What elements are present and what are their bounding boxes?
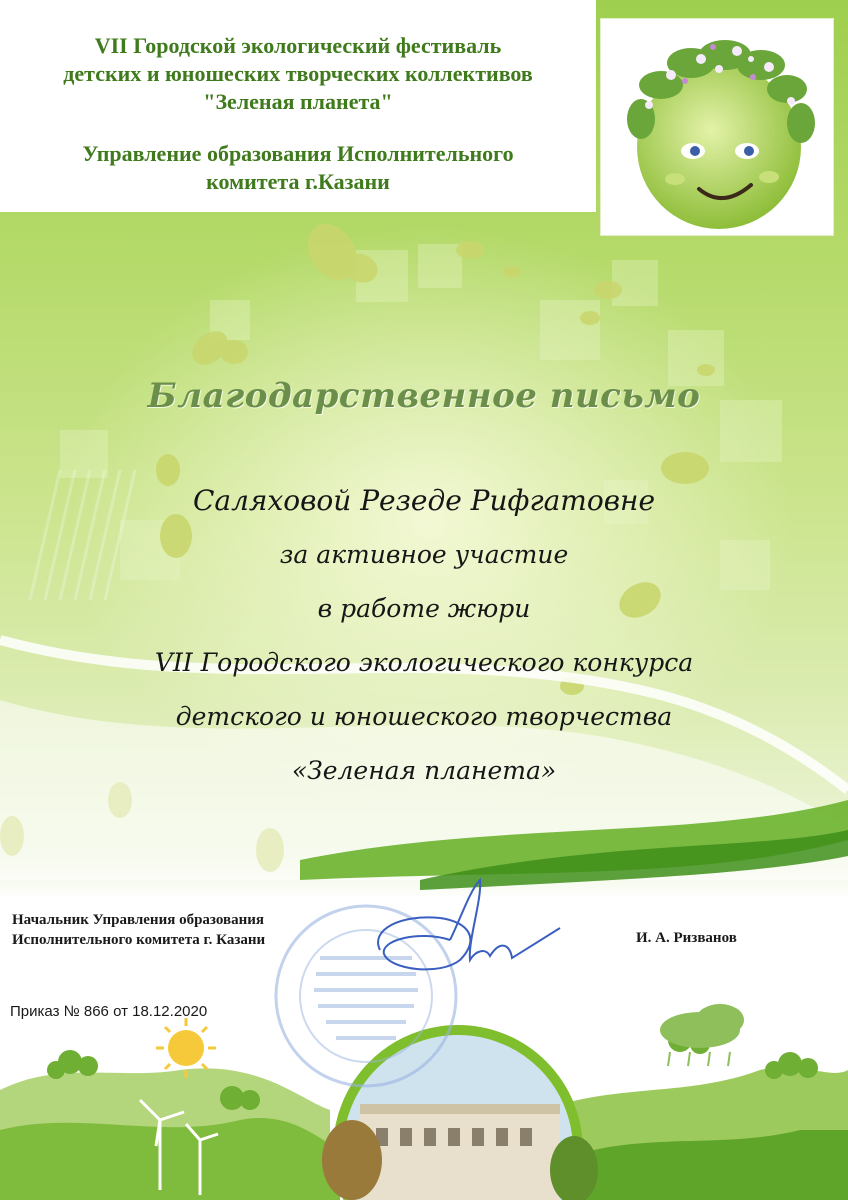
signatory-position-line-1: Начальник Управления образования — [12, 912, 264, 928]
recipient-name: Саляховой Резеде Рифгатовне — [192, 484, 656, 517]
body-line-1: за активное участие — [279, 540, 569, 569]
document-title: Благодарственное письмо — [147, 376, 701, 416]
body-line-4: детского и юношеского творчества — [175, 702, 673, 731]
signatory-position — [12, 910, 312, 950]
signatory-position-line-2: Исполнительного комитета г. Казани — [12, 932, 266, 948]
festival-name-line-1: VII Городской экологический фестиваль — [94, 33, 502, 58]
organizer-line-1: Управление образования Исполнительного — [82, 141, 514, 166]
body-line-5: «Зеленая планета» — [291, 756, 557, 785]
signatory-name: И. А. Ризванов — [636, 930, 737, 946]
order-reference: Приказ № 866 от 18.12.2020 — [10, 1003, 208, 1020]
body-line-2: в работе жюри — [317, 594, 531, 623]
body-line-3: VII Городского экологического конкурса — [154, 648, 694, 677]
letter-body — [0, 474, 848, 798]
festival-name-line-3: "Зеленая планета" — [203, 89, 393, 114]
organizer-header — [0, 0, 596, 212]
festival-name-line-2: детских и юношеских творческих коллективов — [63, 61, 533, 86]
handwritten-signature — [360, 870, 580, 990]
green-planet-logo — [600, 18, 834, 236]
smiling-planet-icon — [601, 19, 833, 235]
organizer-line-2: комитета г.Казани — [206, 169, 390, 194]
sun-icon — [156, 1018, 216, 1078]
